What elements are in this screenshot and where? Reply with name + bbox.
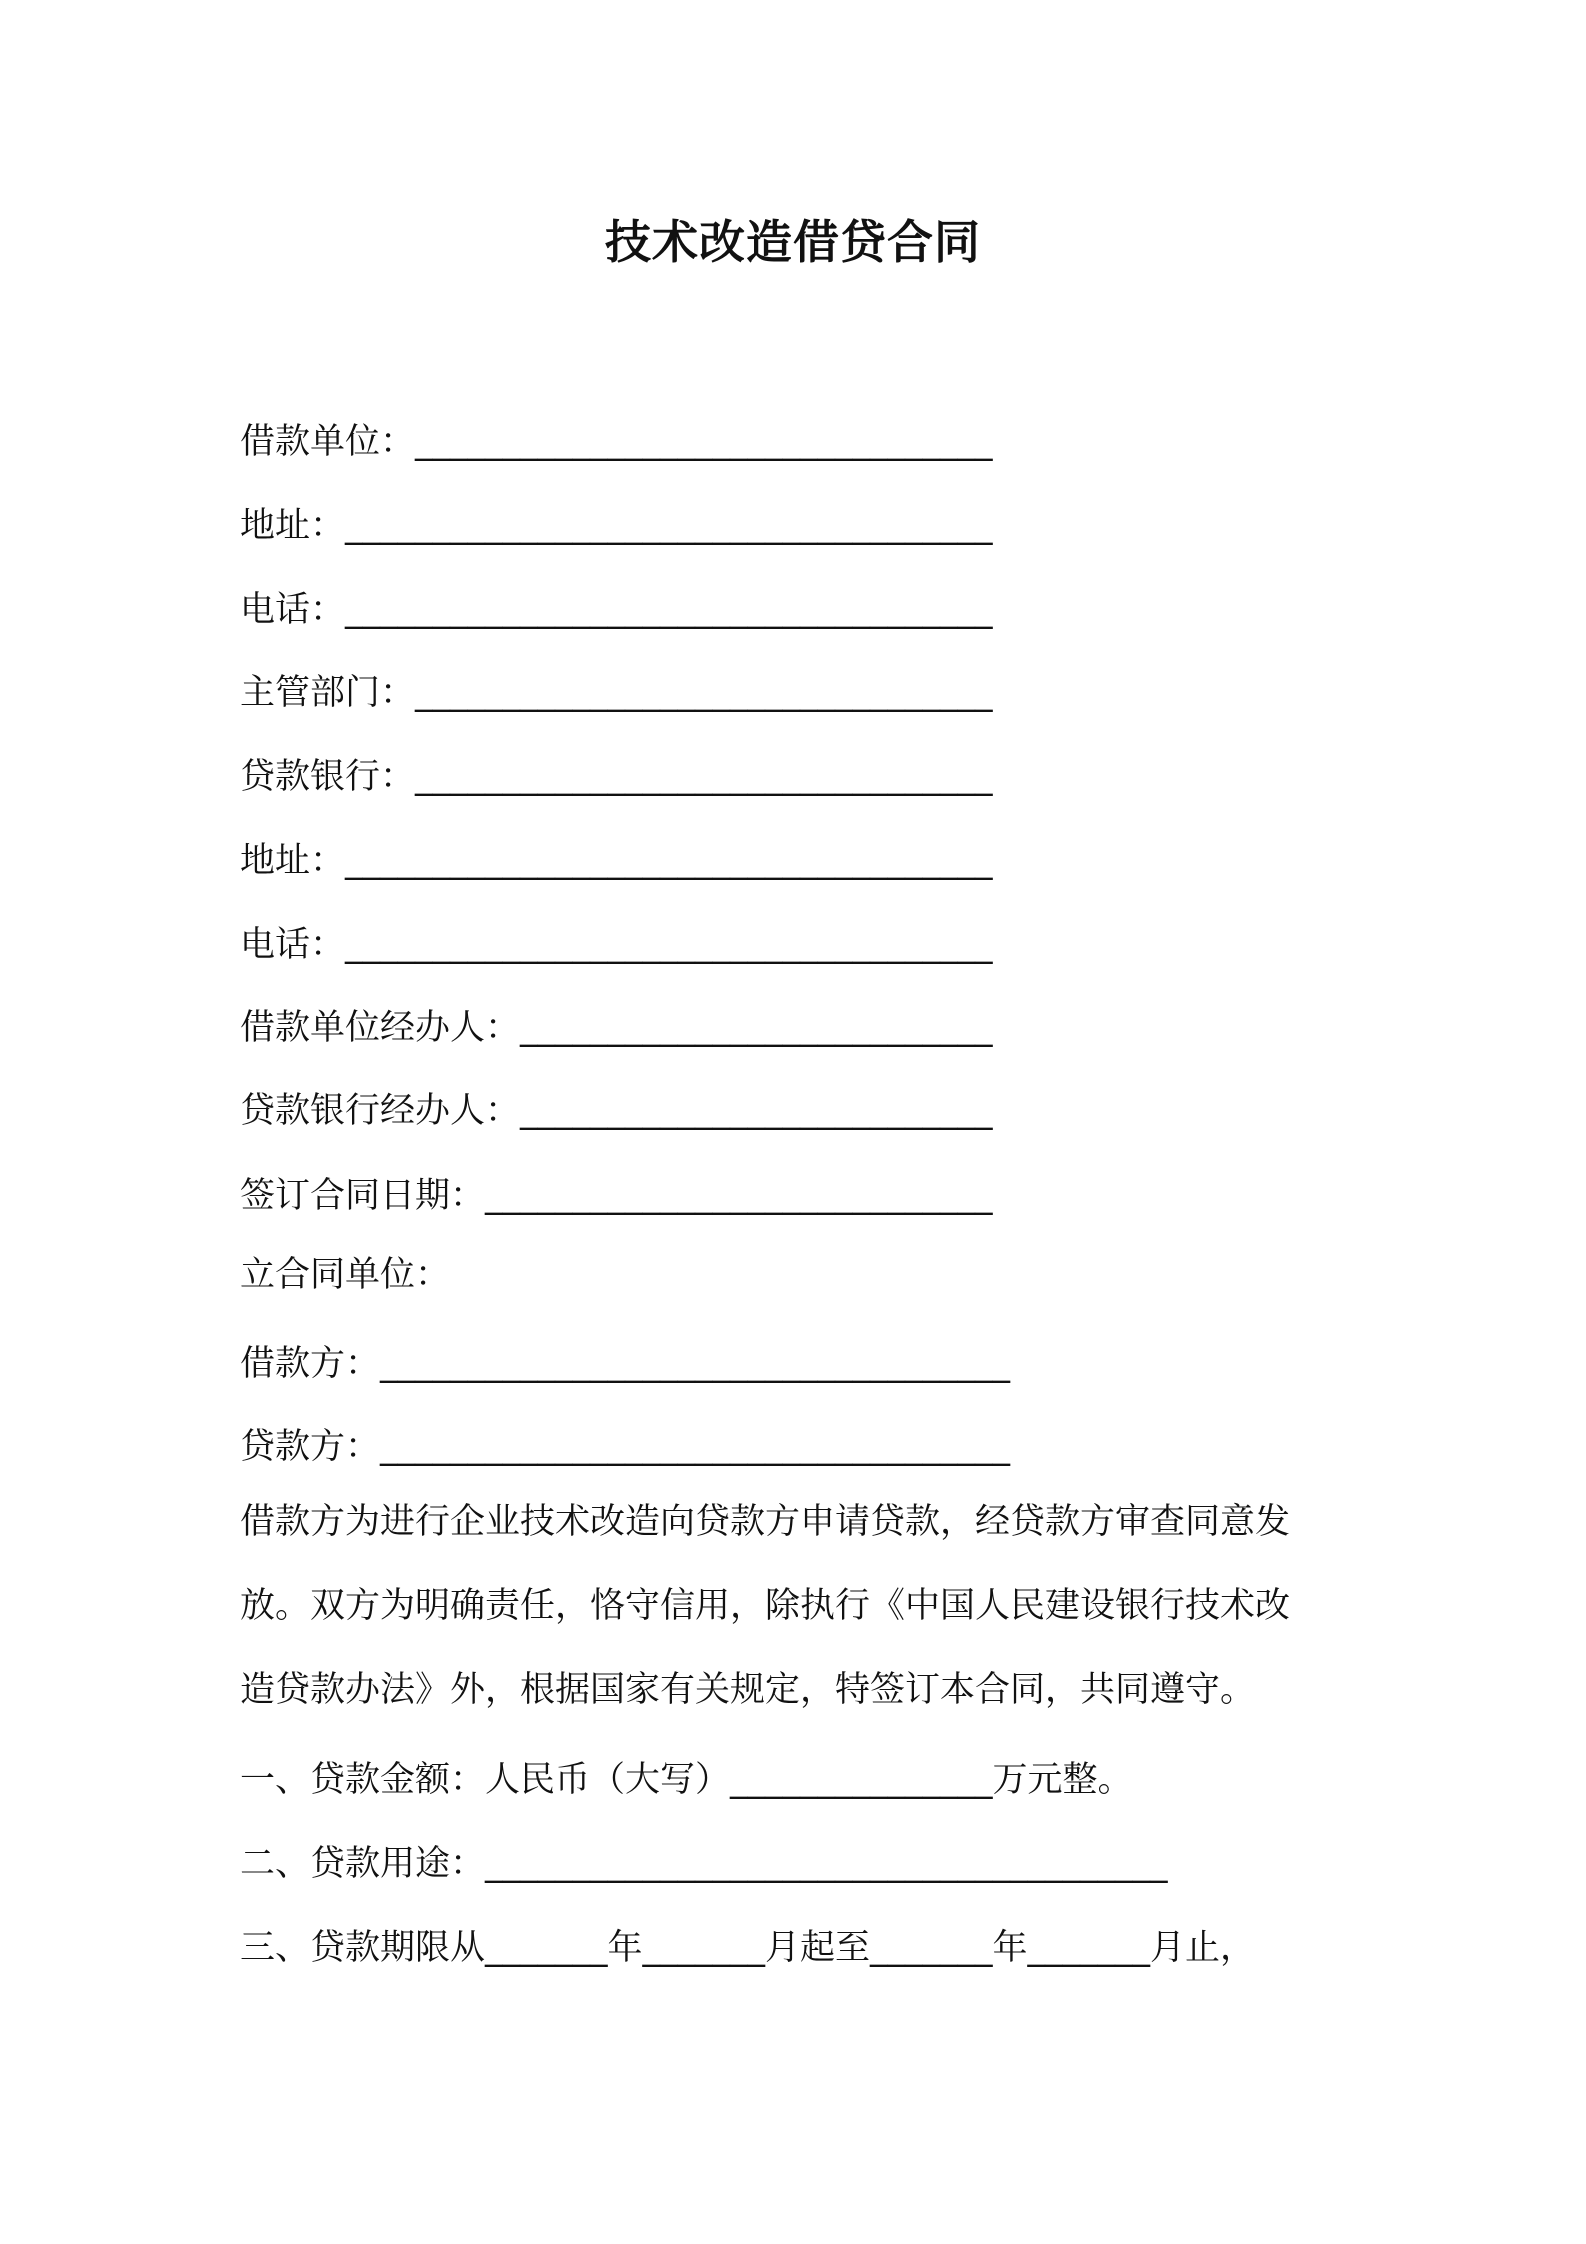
field-lending-bank: 贷款银行：_________________________________ — [240, 757, 993, 797]
field-borrower-unit: 借款单位：_________________________________ — [240, 422, 993, 462]
field-signing-date: 签订合同日期：_____________________________ — [240, 1176, 993, 1216]
intro-paragraph — [240, 1480, 1360, 1732]
paragraph-line: 放。双方为明确责任，恪守信用，除执行《中国人民建设银行技术改 — [240, 1586, 1291, 1626]
paragraph-line: 借款方为进行企业技术改造向贷款方申请贷款，经贷款方审查同意发 — [240, 1502, 1291, 1542]
field-bank-address: 地址：_____________________________________ — [240, 841, 993, 881]
clause-loan-purpose: 二、贷款用途：_______________________________________ — [240, 1844, 1168, 1884]
field-borrower-party: 借款方：____________________________________ — [240, 1344, 1011, 1384]
field-borrower-agent: 借款单位经办人：___________________________ — [240, 1008, 993, 1048]
field-bank-phone: 电话：_____________________________________ — [240, 925, 993, 965]
document-title: 技术改造借贷合同 — [605, 215, 981, 269]
clause-loan-amount: 一、贷款金额：人民币（大写）_______________万元整。 — [240, 1760, 1133, 1800]
paragraph-line: 造贷款办法》外，根据国家有关规定，特签订本合同，共同遵守。 — [240, 1670, 1256, 1710]
clause-loan-term: 三、贷款期限从_______年_______月起至_______年_______月止， — [240, 1928, 1256, 1968]
field-lender-party: 贷款方：____________________________________ — [240, 1427, 1011, 1467]
field-supervising-department: 主管部门：_________________________________ — [240, 673, 993, 713]
field-borrower-phone: 电话：_____________________________________ — [240, 590, 993, 630]
field-contracting-parties: 立合同单位： — [240, 1255, 451, 1295]
field-bank-agent: 贷款银行经办人：___________________________ — [240, 1091, 993, 1131]
field-borrower-address: 地址：_____________________________________ — [240, 506, 993, 546]
